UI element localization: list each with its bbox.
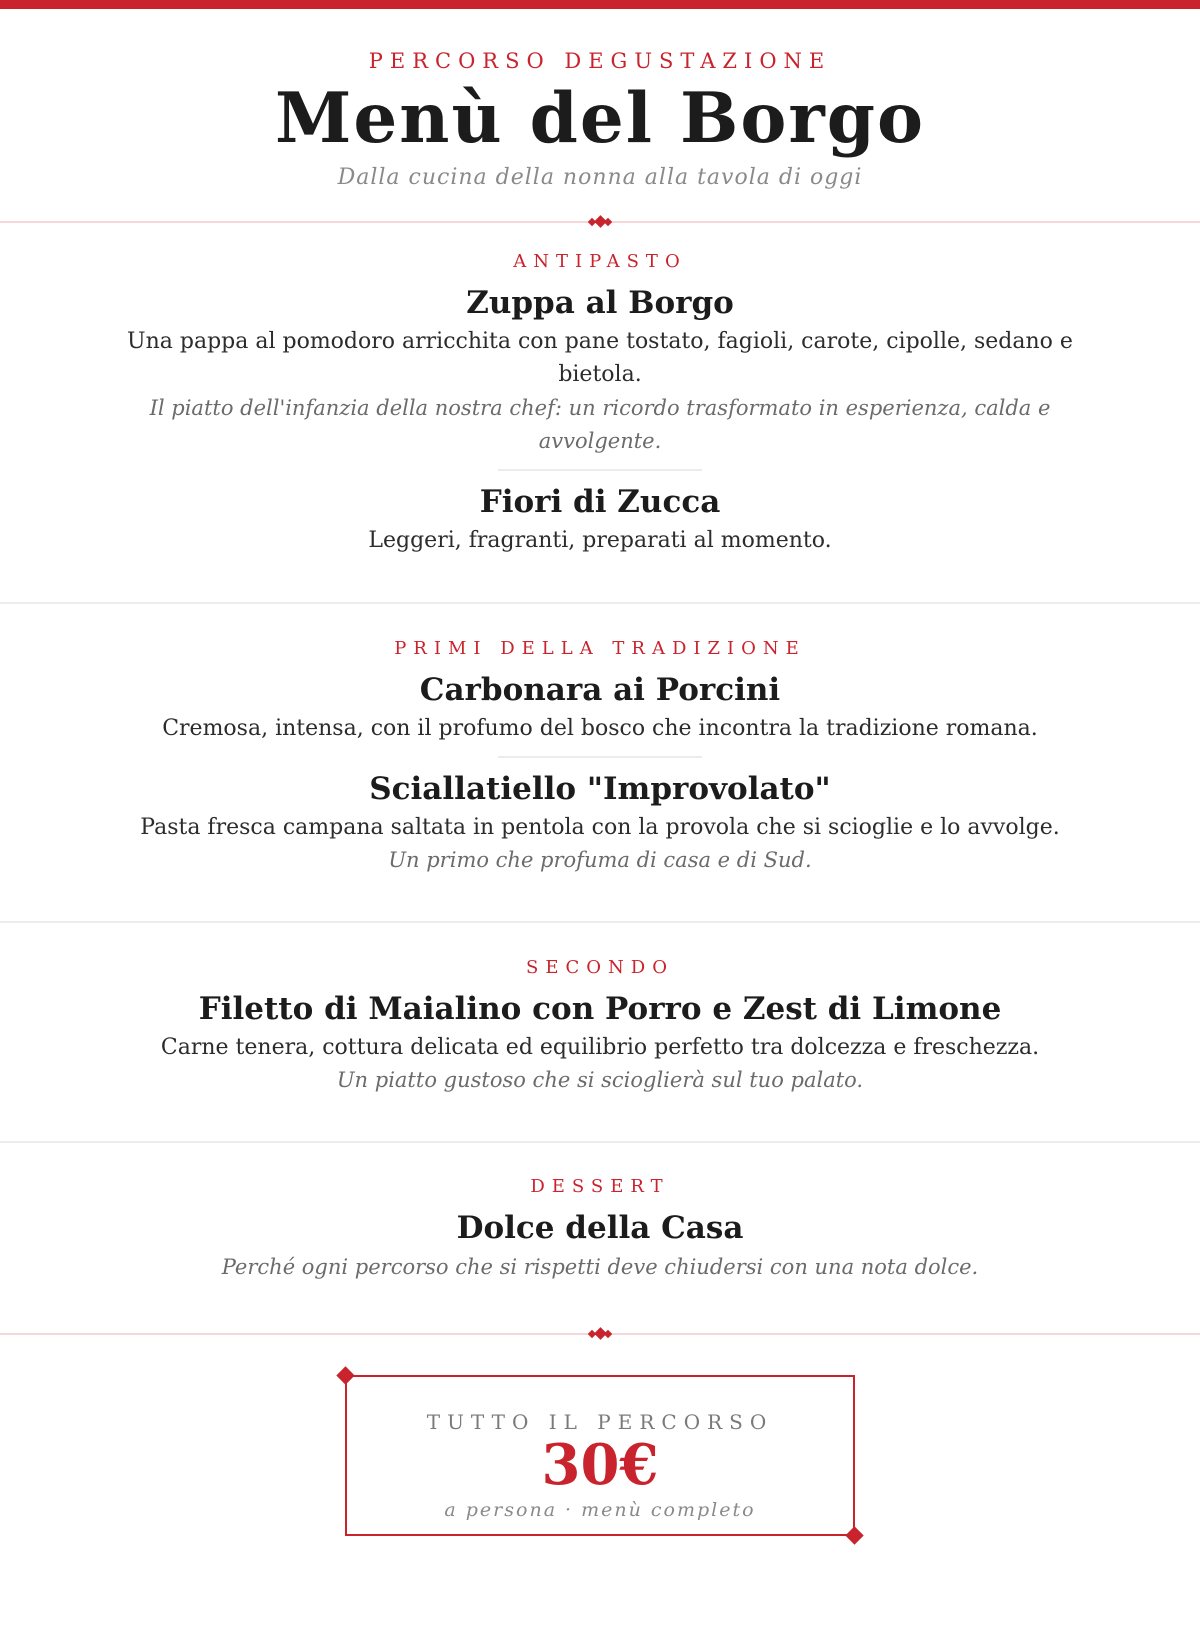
ornament-diamond-icon: [585, 216, 615, 230]
dish-separator: [498, 469, 702, 471]
menu-header: [0, 46, 1200, 190]
dish-name: Zuppa al Borgo: [466, 285, 734, 321]
dish-separator: [498, 756, 702, 758]
price-amount: 30€: [541, 1432, 659, 1498]
dish-description: Una pappa al pomodoro arricchita con pane tostato, fagioli, carote, cipolle, sedano e bietola.: [127, 329, 1073, 387]
menu-title: Menù del Borgo: [275, 78, 925, 159]
dish-note: Un piatto gustoso che si scioglierà sul tuo palato.: [336, 1068, 864, 1092]
section-label: SECONDO: [526, 957, 674, 978]
dish-description: Cremosa, intensa, con il profumo del bosco che incontra la tradizione romana.: [162, 716, 1038, 741]
dish-name: Carbonara ai Porcini: [419, 672, 781, 708]
section-primi: [0, 637, 1200, 877]
dish-note: Un primo che profuma di casa e di Sud.: [388, 848, 812, 872]
dish-name: Fiori di Zucca: [479, 484, 721, 520]
corner-diamond-icon: [336, 1366, 354, 1384]
section-secondo: [0, 956, 1200, 1097]
dish-description: Pasta fresca campana saltata in pentola con la provola che si scioglie e lo avvolge.: [140, 815, 1060, 840]
dish-note: Il piatto dell'infanzia della nostra chef: un ricordo trasformato in esperienza, calda e avvolgente.: [149, 396, 1051, 453]
top-accent-bar: [0, 0, 1200, 9]
section-label: ANTIPASTO: [513, 251, 687, 272]
price-note: a persona · menù completo: [444, 1499, 756, 1521]
menu-subtitle: Dalla cucina della nonna alla tavola di oggi: [337, 165, 863, 190]
dish-description: Leggeri, fragranti, preparati al momento.: [368, 528, 832, 553]
dish-name: Sciallatiello "Improvolato": [369, 771, 831, 807]
section-rule: [0, 1141, 1200, 1143]
corner-diamond-icon: [845, 1526, 863, 1544]
price-box: [345, 1375, 855, 1536]
price-label: TUTTO IL PERCORSO: [426, 1410, 774, 1434]
ornament-diamond-icon: [585, 1328, 615, 1342]
section-rule: [0, 921, 1200, 923]
menu-kicker: PERCORSO DEGUSTAZIONE: [368, 49, 832, 73]
section-antipasto: [0, 250, 1200, 557]
dish-note: Perché ogni percorso che si rispetti deve chiudersi con una nota dolce.: [221, 1255, 979, 1279]
section-label: PRIMI DELLA TRADIZIONE: [394, 638, 806, 659]
dish-name: Filetto di Maialino con Porro e Zest di Limone: [198, 991, 1002, 1027]
dish-description: Carne tenera, cottura delicata ed equilibrio perfetto tra dolcezza e freschezza.: [160, 1035, 1040, 1060]
dish-name: Dolce della Casa: [456, 1210, 744, 1246]
section-label: DESSERT: [530, 1176, 670, 1197]
section-dessert: [0, 1175, 1200, 1284]
section-rule: [0, 602, 1200, 604]
